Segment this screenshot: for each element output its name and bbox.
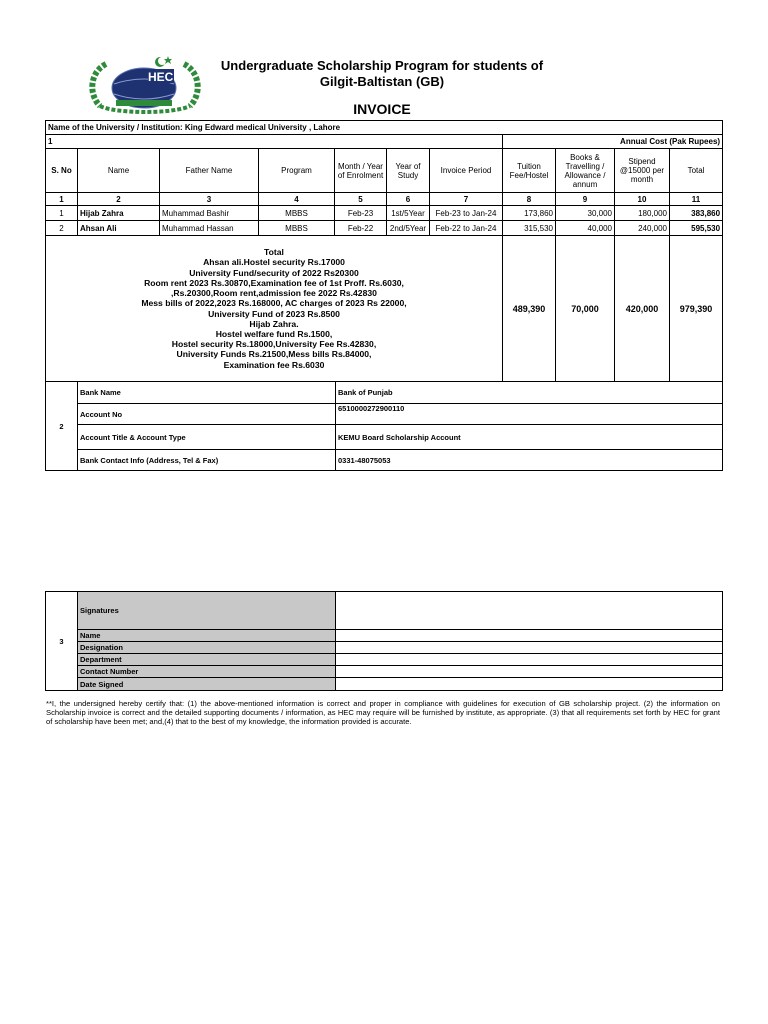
student-sno: 2 [46,221,78,236]
student-total: 595,530 [670,221,723,236]
col-header-stipend: Stipend @15000 per month [615,149,670,193]
col-header-program: Program [259,149,335,193]
col-header-name: Name [78,149,160,193]
student-period: Feb-23 to Jan-24 [430,206,503,221]
student-stipend: 180,000 [615,206,670,221]
summary-line: University Fund/security of 2022 Rs20300 [189,267,359,278]
account-no-label: Account No [78,404,336,425]
student-stipend: 240,000 [615,221,670,236]
section-1-number: 1 [46,135,503,149]
section-3-number: 3 [46,592,78,691]
sig-contact-value [336,666,723,678]
student-tuition: 173,860 [503,206,556,221]
student-books: 30,000 [556,206,615,221]
student-year: 1st/5Year [387,206,430,221]
student-program: MBBS [259,221,335,236]
bank-contact-value: 0331-48075053 [336,450,723,471]
student-name: Ahsan Ali [78,221,160,236]
student-period: Feb-22 to Jan-24 [430,221,503,236]
sig-department-value [336,654,723,666]
summary-line: University Fund of 2023 Rs.8500 [208,308,340,319]
student-tuition: 315,530 [503,221,556,236]
student-month: Feb-22 [335,221,387,236]
summary-stipend-total: 420,000 [615,236,670,382]
col-header-tuition: Tuition Fee/Hostel [503,149,556,193]
col-header-father: Father Name [160,149,259,193]
col-header-books: Books & Travelling / Allowance / annum [556,149,615,193]
bank-details-table [45,381,723,471]
summary-books-total: 70,000 [556,236,615,382]
page-title-line1: Undergraduate Scholarship Program for students of [220,58,544,73]
student-father: Muhammad Hassan [160,221,259,236]
sig-contact-label: Contact Number [78,666,336,678]
summary-line: Hostel welfare fund Rs.1500, [215,328,333,339]
sig-date-value [336,678,723,691]
col-header-year: Year of Study [387,149,430,193]
signature-table [45,591,723,691]
col-number: 6 [387,193,430,206]
col-number: 9 [556,193,615,206]
summary-line: ,Rs.20300,Room rent,admission fee 2022 Rs.42830 [171,288,377,299]
col-header-month: Month / Year of Enrolment [335,149,387,193]
sig-name-value [336,630,723,642]
summary-breakdown [46,236,503,382]
bank-name-label: Bank Name [78,382,336,404]
summary-line: Hostel security Rs.18000,University Fee Rs.42830, [171,339,377,350]
summary-line: Mess bills of 2022,2023 Rs.168000, AC charges of 2023 Rs 22000, [141,298,407,309]
col-header-sno: S. No [46,149,78,193]
institution-name: Name of the University / Institution: King Edward medical University , Lahore [46,121,723,135]
invoice-heading: INVOICE [353,101,411,117]
sig-date-label: Date Signed [78,678,336,691]
summary-line: Room rent 2023 Rs.30870,Examination fee of 1st Proff. Rs.6030, [144,277,404,288]
sig-name-label: Name [78,630,336,642]
table-row [46,221,723,236]
bank-name-value: Bank of Punjab [336,382,723,404]
student-program: MBBS [259,206,335,221]
col-header-period: Invoice Period [430,149,503,193]
student-sno: 1 [46,206,78,221]
signatures-label: Signatures [78,592,336,630]
section-2-number: 2 [46,382,78,471]
table-row [46,206,723,221]
annual-cost-label: Annual Cost (Pak Rupees) [503,135,723,149]
account-title-value: KEMU Board Scholarship Account [336,425,723,450]
student-total: 383,860 [670,206,723,221]
student-month: Feb-23 [335,206,387,221]
logo-text: HEC [148,70,174,84]
summary-line: Examination fee Rs.6030 [223,359,325,370]
col-number: 3 [160,193,259,206]
summary-line: University Funds Rs.21500,Mess bills Rs.84000, [176,349,372,360]
summary-line: Hijab Zahra. [249,318,299,329]
page-title-line2: Gilgit-Baltistan (GB) [319,74,445,89]
summary-tuition-total: 489,390 [503,236,556,382]
account-no-value: 6510000272900110 [336,404,723,425]
col-number: 10 [615,193,670,206]
account-title-label: Account Title & Account Type [78,425,336,450]
summary-line: Ahsan ali.Hostel security Rs.17000 [203,257,345,268]
col-number: 4 [259,193,335,206]
col-header-total: Total [670,149,723,193]
student-name: Hijab Zahra [78,206,160,221]
sig-designation-value [336,642,723,654]
col-number: 7 [430,193,503,206]
col-number: 8 [503,193,556,206]
invoice-table [45,120,723,382]
col-number: 11 [670,193,723,206]
col-number: 1 [46,193,78,206]
bank-contact-label: Bank Contact Info (Address, Tel & Fax) [78,450,336,471]
student-year: 2nd/5Year [387,221,430,236]
signatures-value [336,592,723,630]
sig-designation-label: Designation [78,642,336,654]
certification-text: **I, the undersigned hereby certify that: (1) the above-mentioned information is correct and proper in compliance with guidelines for execution of GB scholarship project. (2) the information on Scholarship invoice is correct and the detailed supporting documents / information, as HEC may require will be furnished by institute, as appropriate. (3) that all requirements set forth by HEC for grant of scholarship have been met; and,(4) that to the best of my knowledge, the information provided is accurate. [46,699,720,726]
col-number: 5 [335,193,387,206]
summary-grand-total: 979,390 [670,236,723,382]
sig-department-label: Department [78,654,336,666]
summary-line: Total [264,247,284,258]
col-number: 2 [78,193,160,206]
student-father: Muhammad Bashir [160,206,259,221]
student-books: 40,000 [556,221,615,236]
